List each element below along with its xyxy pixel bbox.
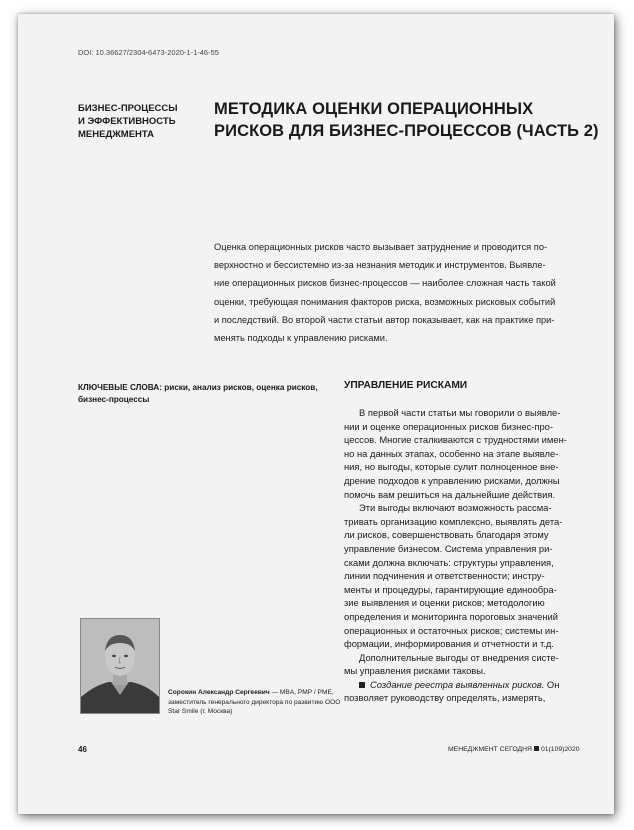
body-line: управление бизнесом. Система управления ри- [344,542,553,554]
body-line: В первой части статьи мы говорили о выявле- [359,407,561,418]
section-heading: УПРАВЛЕНИЕ РИСКАМИ [344,380,468,391]
rubric-line: БИЗНЕС-ПРОЦЕССЫ [78,103,178,114]
body-line: но на данных этапах, особенно на этапе выявле- [344,447,559,459]
author-line [168,688,338,698]
abstract-line: верхностно и бессистемно из-за незнания методик и инструментов. Выявле- [214,260,546,271]
body-line: формации, информирования и отчетности и т.д. [344,638,554,650]
square-separator-icon [534,746,539,751]
section-body [344,406,600,705]
body-line: ли рисков, совершенствовать благодаря этому [344,529,549,541]
keywords-line: КЛЮЧЕВЫЕ СЛОВА: риски, анализ рисков, оценка рисков, [78,383,318,392]
abstract-line: ние операционных рисков бизнес-процессов — наиболее сложная часть такой [214,278,556,289]
author-location: Star Smile (г. Москва) [168,708,233,716]
author-photo [80,618,160,714]
article-abstract [214,238,590,347]
bullet-tail: Он [544,678,560,690]
body-line: позволяет руководству определять, измерять, [344,692,546,704]
body-line: нии и оценке операционных рисков бизнес-про- [344,420,554,432]
title-line: МЕТОДИКА ОЦЕНКИ ОПЕРАЦИОННЫХ [214,100,534,118]
journal-page [18,14,614,814]
keywords-line: бизнес-процессы [78,394,150,404]
body-line: ния, но выгоды, которые сулит полноценное вне- [344,461,559,473]
bullet-line [344,678,600,692]
body-line: менты и процедуры, гарантирующие единообра- [344,583,557,595]
page-number: 46 [78,745,87,754]
article-title [214,98,599,142]
body-line: цессов. Многие сталкиваются с трудностями имен- [344,434,567,446]
body-line: мы управления рисками таковы. [344,665,486,677]
journal-issue: 01(109)2020 [540,746,580,753]
abstract-line: менять подходы к управлению рисками. [214,333,388,344]
journal-footer [448,746,580,753]
body-line: операционных и остаточных рисков; системы ин- [344,624,559,636]
body-line: Эти выгоды включают возможность рассма- [359,502,552,514]
author-credentials: — MBA, PMP / PME, [269,689,334,696]
body-line: помочь вам решиться на дальнейшие действия. [344,488,556,500]
abstract-line: оценки, требующая понимания факторов риска, возможных рисковых событий [214,296,556,307]
author-name: Сорокин Александр Сергеевич [168,689,270,696]
title-line: РИСКОВ ДЛЯ БИЗНЕС-ПРОЦЕССОВ (ЧАСТЬ 2) [214,122,599,140]
keywords-block [78,382,318,405]
rubric-heading [78,102,198,141]
body-line: сками должна включать: структуры управления, [344,556,554,568]
body-line: линии подчинения и ответственности; инстру- [344,570,545,582]
square-bullet-icon [359,682,365,688]
rubric-line: И ЭФФЕКТИВНОСТЬ [78,116,176,127]
body-line: определения и мониторинга пороговых значений [344,610,559,622]
journal-name: МЕНЕДЖМЕНТ СЕГОДНЯ [448,746,532,753]
body-line: тривать организацию комплексно, выявлять дета- [344,515,563,527]
author-info [168,688,341,717]
body-line: Дополнительные выгоды от внедрения систе- [359,651,559,663]
doi-label: DOI: 10.36627/2304-6473-2020-1-1-46-55 [78,48,219,57]
author-portrait-icon [81,619,159,713]
abstract-line: и последствий. Во второй части статьи автор показывает, как на практике при- [214,314,555,325]
body-line: зие выявления и оценки рисков; методологию [344,597,545,609]
bullet-emphasis: Создание реестра выявленных рисков. [370,678,545,690]
rubric-line: МЕНЕДЖМЕНТА [78,129,154,140]
body-line: дрение подходов к управлению рисками, должны [344,474,560,486]
author-position: заместитель генерального директора по развитию ООО [168,698,341,706]
abstract-line: Оценка операционных рисков часто вызывает затруднение и проводится по- [214,242,548,252]
